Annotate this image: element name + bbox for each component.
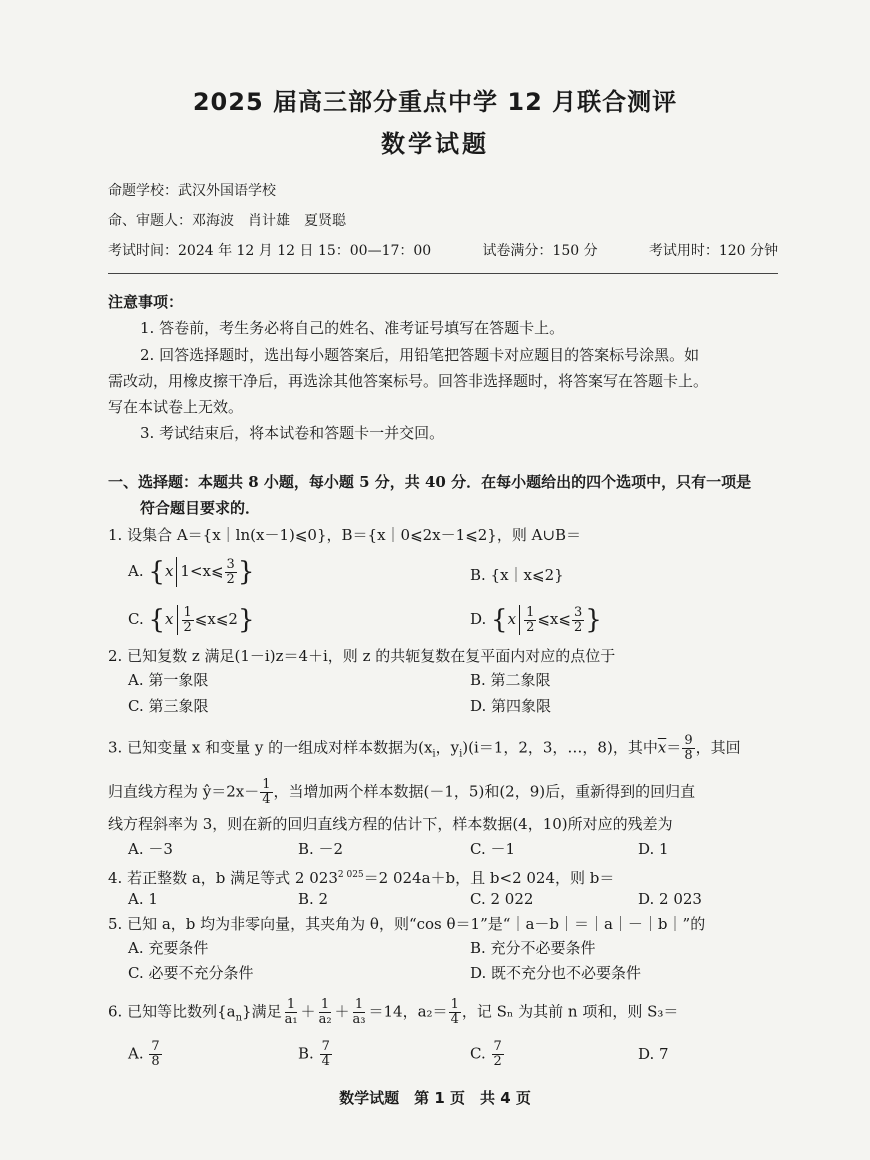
notice-item-3: 3. 考试结束后，将本试卷和答题卡一并交回。 — [140, 424, 445, 442]
q5-option-d: D. 既不充分也不必要条件 — [470, 964, 642, 982]
notice-item-2b: 需改动，用橡皮擦干净后，再选涂其他答案标号。回答非选择题时，将答案写在答题卡上。 — [108, 372, 709, 390]
notice-item-2c: 写在本试卷上无效。 — [108, 398, 244, 416]
q6-option-c: C. $\frac{7}{2}$ — [470, 1039, 502, 1069]
q6-option-a: A. $\frac{7}{8}$ — [128, 1039, 160, 1069]
notice-item-1: 1. 答卷前，考生务必将自己的姓名、准考证号填写在答题卡上。 — [140, 319, 565, 337]
q4-option-c: C. 2 022 — [470, 890, 534, 908]
question-3-line-3: 线方程斜率为 3，则在新的回归直线方程的估计下，样本数据(4，10)所对应的残差为 — [108, 815, 673, 833]
q3-option-a: A. －3 — [128, 840, 173, 858]
section-heading-cont: 符合题目要求的． — [140, 499, 261, 517]
q4-option-b: B. 2 — [298, 890, 329, 908]
question-5-stem: 5. 已知 a，b 均为非零向量，其夹角为 θ，则“cos θ＝1”是“｜a－b｜＝｜a｜－｜b｜”的 — [108, 915, 706, 933]
question-4-stem: 4. 若正整数 a，b 满足等式 2 $023^{2 025}=2$ 024a＋b，且 b<2 024，则 b＝ — [108, 869, 615, 887]
full-score: 试卷满分：150 分 — [482, 243, 598, 259]
q1-option-d: D. {x $\frac{1}{2}$ ⩽x⩽ $\frac{3}{2}$ } — [470, 604, 602, 635]
section-heading: 一、选择题：本题共 8 小题，每小题 5 分，共 40 分．在每小题给出的四个选项中，只有一项是 — [108, 473, 752, 491]
q3-option-d: D. 1 — [638, 840, 669, 858]
q2-option-b: B. 第二象限 — [470, 671, 551, 689]
exam-title: 2025 届高三部分重点中学 12 月联合测评 — [192, 88, 678, 116]
q4-option-d: D. 2 023 — [638, 890, 702, 908]
q1-option-a: A. {x 1<x⩽ $\frac{3}{2}$ } — [128, 556, 255, 587]
q3-option-c: C. －1 — [470, 840, 516, 858]
question-3-line-2: 归直线方程为 ŷ＝2x－ $\frac{1}{4}$ ，当增加两个样本数据(－1，5)和(2，9)后，重新得到的回归直 — [108, 777, 696, 807]
q5-option-c: C. 必要不充分条件 — [128, 964, 254, 982]
question-6-stem: 6. 已知等比数列$\{a_n\}$满足 $\frac{1}{\text{a₁}}$ ＋ $\frac{1}{\text{a₂}}$ ＋ $\frac{1}{\text{a₃}}$ ＝14，a₂＝ $\frac{1}{4}$ ，记 Sₙ 为其前 n 项和，则 S₃＝ — [108, 997, 679, 1027]
exam-subtitle: 数学试题 — [381, 130, 489, 158]
exam-duration: 考试用时：120 分钟 — [648, 243, 778, 259]
authors-line: 命、审题人：邓海波 肖计雄 夏贤聪 — [108, 213, 346, 229]
q1-option-b: B. {x｜x⩽2} — [470, 566, 564, 584]
exam-time: 考试时间：2024 年 12 月 12 日 15：00—17：00 — [108, 243, 432, 259]
question-1-stem: 1. 设集合 A＝{x｜ln(x－1)⩽0}，B＝{x｜0⩽2x－1⩽2}，则 A∪B＝ — [108, 526, 582, 544]
notice-item-2a: 2. 回答选择题时，选出每小题答案后，用铅笔把答题卡对应题目的答案标号涂黑。如 — [140, 346, 700, 364]
header-divider — [108, 273, 778, 274]
question-2-stem: 2. 已知复数 z 满足(1－i)z＝4＋i，则 z 的共轭复数在复平面内对应的点位于 — [108, 647, 616, 665]
q6-option-d: D. 7 — [638, 1045, 669, 1063]
question-3-line-1: 3. 已知变量 x 和变量 y 的一组成对样本数据为($x_i$，$y_i)(i=1$，2，3，…，8)，其中$\overline{x}=$ $\frac{9}{8}$ ，其回 — [108, 733, 741, 763]
q5-option-b: B. 充分不必要条件 — [470, 939, 596, 957]
q2-option-d: D. 第四象限 — [470, 697, 552, 715]
page-footer: 数学试题 第 1 页 共 4 页 — [339, 1089, 531, 1107]
exam-info-row — [108, 240, 778, 260]
q5-option-a: A. 充要条件 — [128, 939, 209, 957]
q1-option-c: C. {x $\frac{1}{2}$ ⩽x⩽2} — [128, 604, 255, 635]
q2-option-a: A. 第一象限 — [128, 671, 209, 689]
q6-option-b: B. $\frac{7}{4}$ — [298, 1039, 330, 1069]
q2-option-c: C. 第三象限 — [128, 697, 209, 715]
q3-option-b: B. －2 — [298, 840, 344, 858]
school-line: 命题学校：武汉外国语学校 — [108, 183, 276, 199]
q4-option-a: A. 1 — [128, 890, 158, 908]
notice-heading: 注意事项： — [108, 293, 184, 311]
